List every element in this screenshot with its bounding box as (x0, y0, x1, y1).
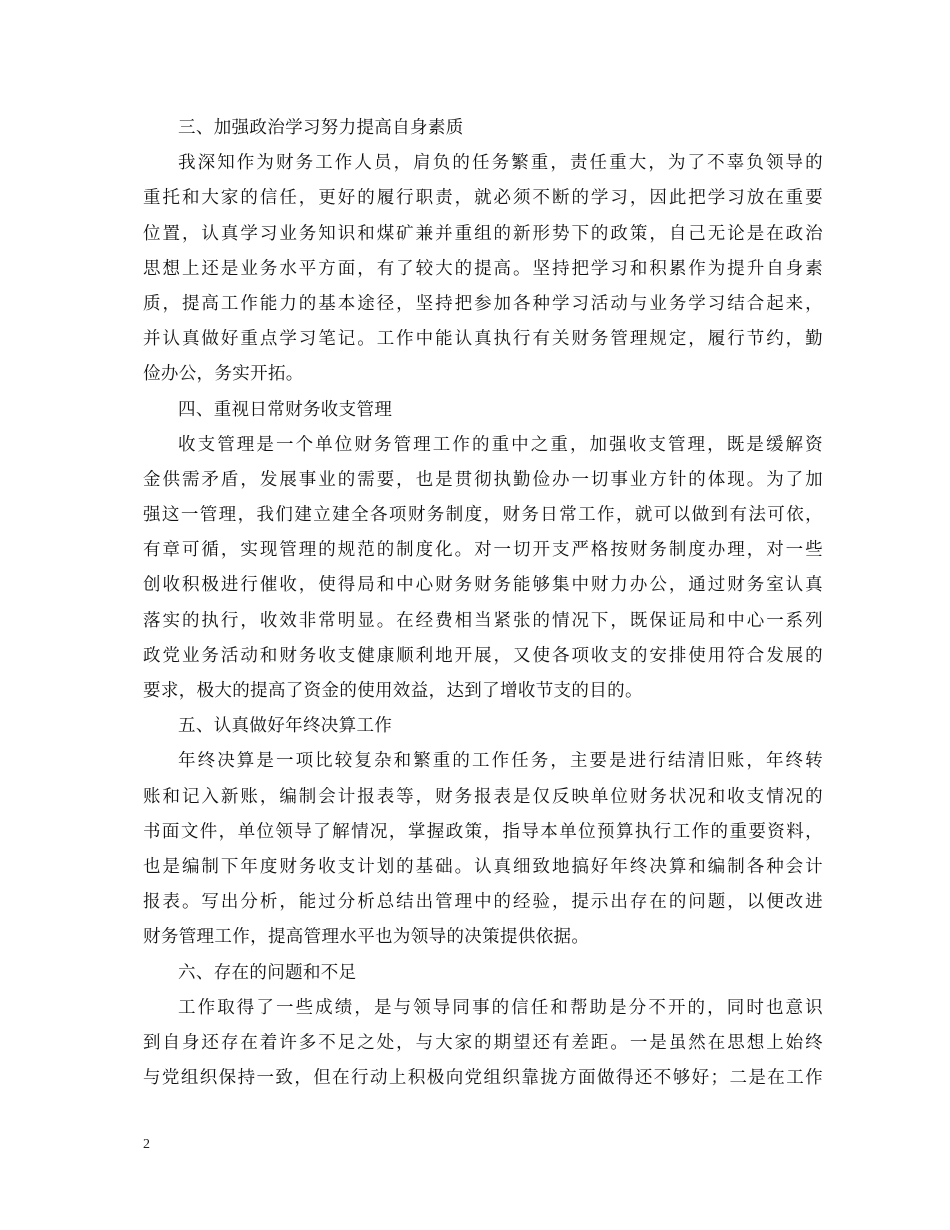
section-heading: 五、认真做好年终决算工作 (178, 716, 393, 737)
paragraph-line: 质，提高工作能力的基本途径，坚持把参加各种学习活动与业务学习结合起来， (143, 293, 823, 314)
paragraph-line: 俭办公，务实开拓。 (143, 364, 304, 385)
paragraph-line: 政党业务活动和财务收支健康顺利地开展，又使各项收支的安排使用符合发展的 (143, 645, 823, 666)
paragraph-line: 年终决算是一项比较复杂和繁重的工作任务，主要是进行结清旧账，年终转 (178, 751, 823, 772)
paragraph-line: 强这一管理，我们建立建全各项财务制度，财务日常工作，就可以做到有法可依， (143, 505, 823, 526)
paragraph-line: 书面文件，单位领导了解情况，掌握政策，指导本单位预算执行工作的重要资料， (143, 821, 823, 842)
paragraph-line: 要求，极大的提高了资金的使用效益，达到了增收节支的目的。 (143, 681, 643, 701)
page-number: 2 (143, 1137, 150, 1152)
paragraph-line: 财务管理工作，提高管理水平也为领导的决策提供依据。 (143, 927, 590, 948)
paragraph-line: 位置，认真学习业务知识和煤矿兼并重组的新形势下的政策，自己无论是在政治 (143, 223, 823, 244)
paragraph-line: 工作取得了一些成绩，是与领导同事的信任和帮助是分不开的，同时也意识 (178, 997, 823, 1018)
paragraph-line: 金供需矛盾，发展事业的需要，也是贯彻执勤俭办一切事业方针的体现。为了加 (143, 469, 823, 490)
paragraph-line: 思想上还是业务水平方面，有了较大的提高。坚持把学习和积累作为提升自身素 (143, 258, 823, 279)
paragraph-line: 与党组织保持一致，但在行动上积极向党组织靠拢方面做得还不够好；二是在工作 (143, 1068, 823, 1089)
section-heading: 四、重视日常财务收支管理 (178, 399, 393, 420)
paragraph-line: 账和记入新账，编制会计报表等，财务报表是仅反映单位财务状况和收支情况的 (143, 786, 823, 807)
paragraph-line: 并认真做好重点学习笔记。工作中能认真执行有关财务管理规定，履行节约，勤 (143, 329, 823, 350)
paragraph-line: 有章可循，实现管理的规范的制度化。对一切开支严格按财务制度办理，对一些 (143, 540, 823, 561)
paragraph-line: 创收积极进行催收，使得局和中心财务财务能够集中财力办公，通过财务室认真 (143, 575, 823, 596)
paragraph-line: 到自身还存在着许多不足之处，与大家的期望还有差距。一是虽然在思想上始终 (143, 1032, 823, 1053)
paragraph-line: 收支管理是一个单位财务管理工作的重中之重，加强收支管理，既是缓解资 (178, 434, 823, 455)
document-body (143, 111, 823, 1096)
paragraph-line: 重托和大家的信任，更好的履行职责，就必须不断的学习，因此把学习放在重要 (143, 188, 823, 209)
section-heading: 三、加强政治学习努力提高自身素质 (178, 118, 464, 138)
paragraph-line: 我深知作为财务工作人员，肩负的任务繁重，责任重大，为了不辜负领导的 (178, 153, 823, 174)
paragraph-line: 也是编制下年度财务收支计划的基础。认真细致地搞好年终决算和编制各种会计 (143, 856, 823, 877)
section-heading: 六、存在的问题和不足 (178, 962, 357, 983)
paragraph-line: 落实的执行，收效非常明显。在经费相当紧张的情况下，既保证局和中心一系列 (143, 610, 823, 631)
paragraph-line: 报表。写出分析，能过分析总结出管理中的经验，提示出存在的问题，以便改进 (143, 892, 823, 913)
